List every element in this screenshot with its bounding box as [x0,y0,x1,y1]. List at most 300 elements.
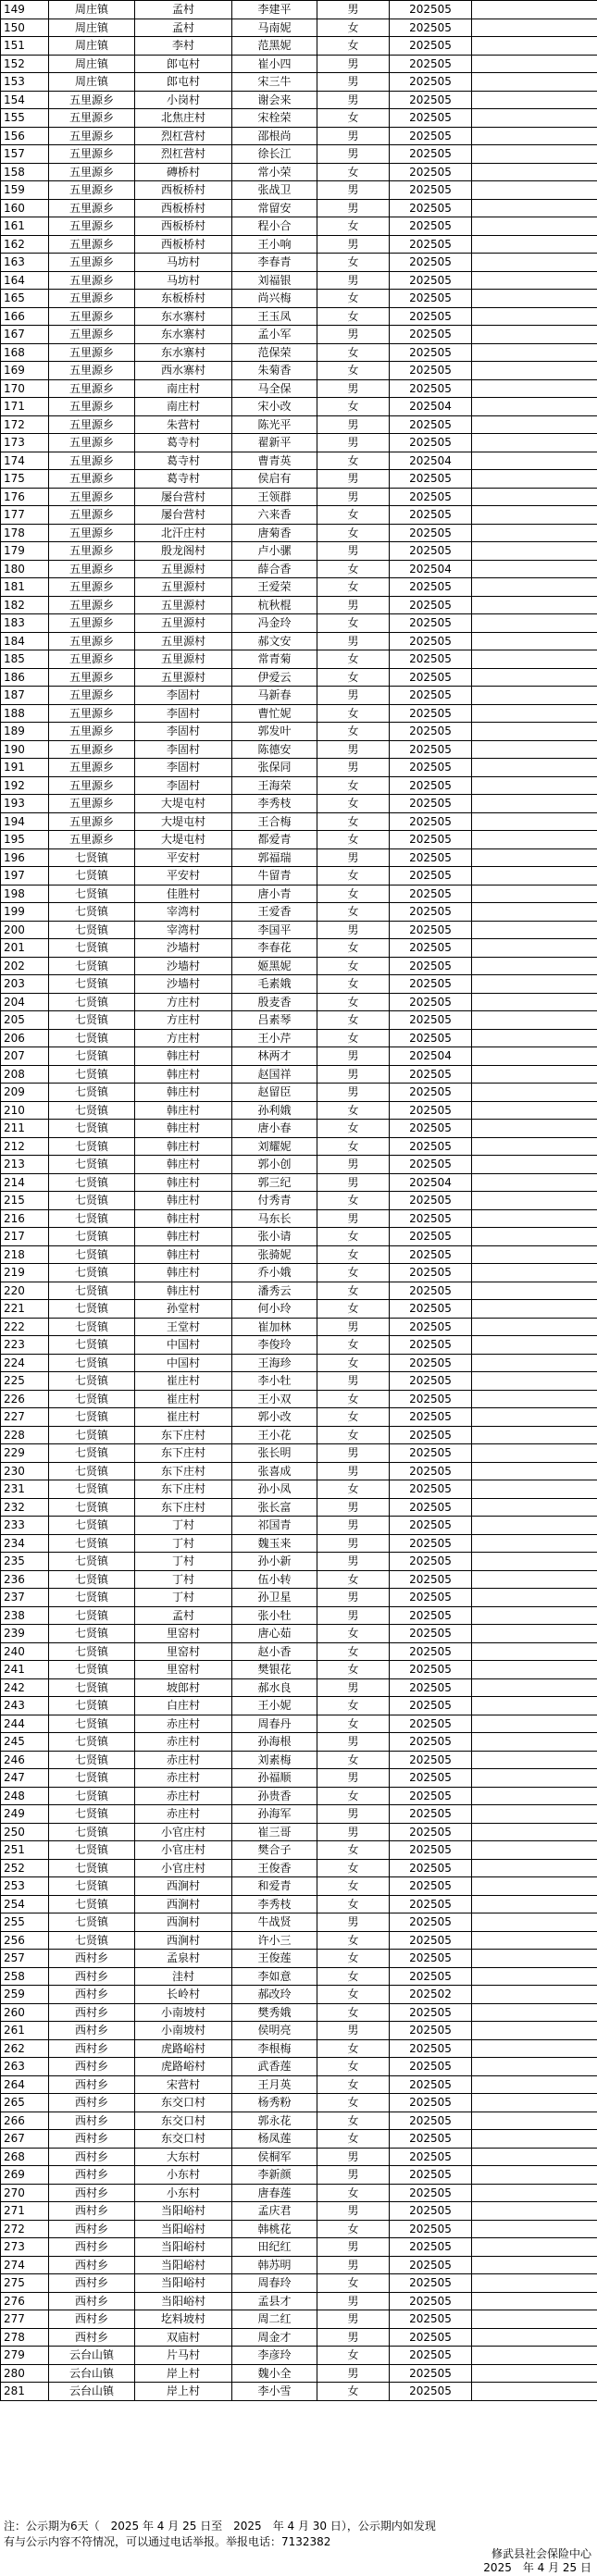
row-number: 252 [1,1859,49,1877]
row-number: 238 [1,1606,49,1625]
month-cell: 202505 [390,2383,472,2401]
table-row [1,1228,597,1246]
month-cell: 202505 [390,1192,472,1210]
roster-table-body [1,1,597,2401]
blank-cell [472,217,597,236]
blank-cell [472,1895,597,1913]
town-cell: 七贤镇 [49,1065,135,1084]
row-number: 157 [1,145,49,164]
town-cell: 五里源乡 [49,109,135,128]
town-cell: 周庄镇 [49,37,135,56]
table-row [1,560,597,578]
village-cell: 北焦庄村 [135,109,232,128]
town-cell: 七贤镇 [49,1011,135,1030]
table-row [1,1534,597,1553]
town-cell: 周庄镇 [49,19,135,37]
table-row [1,415,597,434]
month-cell: 202505 [390,1318,472,1336]
town-cell: 云台山镇 [49,2364,135,2383]
town-cell: 五里源乡 [49,470,135,489]
town-cell: 西村乡 [49,2022,135,2040]
row-number: 276 [1,2292,49,2310]
village-cell: 孟泉村 [135,1950,232,1968]
row-number: 176 [1,488,49,506]
row-number: 249 [1,1805,49,1824]
month-cell: 202504 [390,1047,472,1066]
table-row [1,596,597,614]
town-cell: 云台山镇 [49,2347,135,2365]
month-cell: 202505 [390,1625,472,1643]
row-number: 161 [1,217,49,236]
row-number: 237 [1,1589,49,1607]
table-row [1,1823,597,1841]
gender-cell: 女 [317,975,390,994]
name-cell: 姬黑妮 [232,957,317,975]
village-cell: 西水寨村 [135,362,232,380]
gender-cell: 女 [317,2094,390,2112]
row-number: 212 [1,1137,49,1156]
row-number: 162 [1,235,49,254]
table-row [1,921,597,939]
table-row [1,1733,597,1752]
blank-cell [472,1913,597,1932]
village-cell: 西涧村 [135,1931,232,1950]
name-cell: 王月英 [232,2075,317,2094]
town-cell: 五里源乡 [49,434,135,452]
month-cell: 202505 [390,1589,472,1607]
name-cell: 常青菊 [232,650,317,669]
table-row [1,1553,597,1571]
name-cell: 孙海根 [232,1733,317,1752]
blank-cell [472,1173,597,1192]
row-number: 279 [1,2347,49,2365]
table-row [1,1372,597,1391]
village-cell: 西板桥村 [135,235,232,254]
gender-cell: 女 [317,1101,390,1120]
town-cell: 云台山镇 [49,2383,135,2401]
blank-cell [472,668,597,687]
table-row [1,2238,597,2257]
town-cell: 七贤镇 [49,1101,135,1120]
row-number: 168 [1,343,49,362]
table-row [1,362,597,380]
blank-cell [472,957,597,975]
month-cell: 202505 [390,650,472,669]
village-cell: 丁村 [135,1517,232,1535]
table-row [1,326,597,344]
town-cell: 五里源乡 [49,235,135,254]
month-cell: 202505 [390,1913,472,1932]
row-number: 192 [1,776,49,795]
village-cell: 东交口村 [135,2094,232,2112]
row-number: 230 [1,1462,49,1480]
month-cell: 202505 [390,181,472,200]
name-cell: 张小请 [232,1228,317,1246]
village-cell: 双庙村 [135,2328,232,2347]
village-cell: 孟村 [135,1606,232,1625]
blank-cell [472,271,597,290]
blank-cell [472,614,597,633]
village-cell: 韩庄村 [135,1228,232,1246]
town-cell: 西村乡 [49,2256,135,2274]
blank-cell [472,759,597,777]
month-cell: 202505 [390,2003,472,2022]
row-number: 177 [1,506,49,525]
gender-cell: 女 [317,1282,390,1300]
name-cell: 郭三纪 [232,1173,317,1192]
blank-cell [472,1823,597,1841]
village-cell: 东交口村 [135,2112,232,2130]
month-cell: 202505 [390,848,472,867]
village-cell: 平安村 [135,867,232,886]
blank-cell [472,596,597,614]
blank-cell [472,55,597,73]
village-cell: 宰湾村 [135,903,232,922]
name-cell: 郭发叶 [232,723,317,741]
table-row [1,55,597,73]
gender-cell: 女 [317,1859,390,1877]
town-cell: 七贤镇 [49,957,135,975]
table-row [1,1084,597,1102]
month-cell: 202505 [390,723,472,741]
name-cell: 王小响 [232,235,317,254]
row-number: 156 [1,127,49,145]
table-row [1,2383,597,2401]
month-cell: 202505 [390,163,472,181]
blank-cell [472,740,597,759]
name-cell: 周春丹 [232,1715,317,1733]
name-cell: 祁国青 [232,1517,317,1535]
row-number: 241 [1,1661,49,1679]
blank-cell [472,2220,597,2238]
table-row [1,1913,597,1932]
table-row [1,1895,597,1913]
name-cell: 郝改玲 [232,1986,317,2004]
name-cell: 刘耀妮 [232,1137,317,1156]
month-cell: 202505 [390,1678,472,1697]
table-row [1,235,597,254]
town-cell: 五里源乡 [49,776,135,795]
gender-cell: 女 [317,1986,390,2004]
blank-cell [472,2310,597,2329]
gender-cell: 男 [317,2166,390,2185]
gender-cell: 女 [317,19,390,37]
month-cell: 202505 [390,921,472,939]
name-cell: 牛战贤 [232,1913,317,1932]
row-number: 185 [1,650,49,669]
gender-cell: 男 [317,596,390,614]
table-row [1,759,597,777]
blank-cell [472,1137,597,1156]
gender-cell: 男 [317,379,390,398]
town-cell: 七贤镇 [49,1390,135,1408]
town-cell: 七贤镇 [49,1120,135,1138]
blank-cell [472,1480,597,1499]
gender-cell: 男 [317,1209,390,1228]
table-row [1,1,597,19]
village-cell: 韩庄村 [135,1264,232,1282]
village-cell: 东下庄村 [135,1426,232,1444]
blank-cell [472,2184,597,2202]
name-cell: 李小雪 [232,2383,317,2401]
town-cell: 五里源乡 [49,723,135,741]
row-number: 214 [1,1173,49,1192]
town-cell: 西村乡 [49,2328,135,2347]
blank-cell [472,1642,597,1661]
table-row [1,524,597,542]
village-cell: 坡郎村 [135,1678,232,1697]
town-cell: 七贤镇 [49,1823,135,1841]
gender-cell: 男 [317,2328,390,2347]
month-cell: 202505 [390,1282,472,1300]
village-cell: 东交口村 [135,2130,232,2149]
name-cell: 付秀青 [232,1192,317,1210]
name-cell: 王俊莲 [232,1950,317,1968]
village-cell: 韩庄村 [135,1120,232,1138]
name-cell: 赵留臣 [232,1084,317,1102]
table-row [1,578,597,597]
gender-cell: 男 [317,1733,390,1752]
table-row [1,993,597,1011]
gender-cell: 女 [317,1967,390,1986]
blank-cell [472,1300,597,1319]
month-cell: 202505 [390,1029,472,1047]
month-cell: 202505 [390,1534,472,1553]
month-cell: 202505 [390,903,472,922]
name-cell: 孙卫星 [232,1589,317,1607]
row-number: 248 [1,1787,49,1805]
name-cell: 翟新平 [232,434,317,452]
blank-cell [472,109,597,128]
town-cell: 五里源乡 [49,740,135,759]
month-cell: 202505 [390,2094,472,2112]
name-cell: 程小合 [232,217,317,236]
month-cell: 202505 [390,2039,472,2058]
blank-cell [472,254,597,272]
table-row [1,812,597,831]
row-number: 207 [1,1047,49,1066]
gender-cell: 女 [317,903,390,922]
gender-cell: 男 [317,1534,390,1553]
town-cell: 七贤镇 [49,1553,135,1571]
row-number: 154 [1,91,49,109]
blank-cell [472,1841,597,1860]
table-row [1,2274,597,2293]
gender-cell: 女 [317,831,390,849]
town-cell: 七贤镇 [49,1426,135,1444]
row-number: 254 [1,1895,49,1913]
table-row [1,307,597,326]
village-cell: 韩庄村 [135,1192,232,1210]
blank-cell [472,1661,597,1679]
blank-cell [472,2328,597,2347]
month-cell: 202505 [390,1553,472,1571]
village-cell: 东水寨村 [135,326,232,344]
name-cell: 唐小春 [232,1120,317,1138]
name-cell: 谢会来 [232,91,317,109]
table-row [1,903,597,922]
table-row [1,452,597,470]
gender-cell: 男 [317,1823,390,1841]
name-cell: 唐菊香 [232,524,317,542]
gender-cell: 女 [317,1480,390,1499]
month-cell: 202505 [390,1967,472,1986]
town-cell: 七贤镇 [49,903,135,922]
month-cell: 202505 [390,812,472,831]
table-row [1,1678,597,1697]
table-row [1,2112,597,2130]
town-cell: 七贤镇 [49,1841,135,1860]
blank-cell [472,632,597,650]
gender-cell: 男 [317,921,390,939]
gender-cell: 女 [317,1715,390,1733]
row-number: 269 [1,2166,49,2185]
row-number: 169 [1,362,49,380]
month-cell: 202505 [390,542,472,561]
village-cell: 韩庄村 [135,1156,232,1174]
town-cell: 七贤镇 [49,1209,135,1228]
blank-cell [472,687,597,705]
gender-cell: 男 [317,1678,390,1697]
town-cell: 七贤镇 [49,1895,135,1913]
gender-cell: 男 [317,1047,390,1066]
blank-cell [472,1336,597,1355]
table-row [1,1282,597,1300]
gender-cell: 男 [317,2310,390,2329]
village-cell: 韩庄村 [135,1101,232,1120]
name-cell: 周金才 [232,2328,317,2347]
town-cell: 七贤镇 [49,885,135,903]
month-cell: 202505 [390,254,472,272]
table-row [1,1787,597,1805]
name-cell: 陈德安 [232,740,317,759]
town-cell: 五里源乡 [49,812,135,831]
gender-cell: 女 [317,957,390,975]
village-cell: 北汗庄村 [135,524,232,542]
row-number: 159 [1,181,49,200]
name-cell: 王玉凤 [232,307,317,326]
town-cell: 七贤镇 [49,1480,135,1499]
village-cell: 里窑村 [135,1661,232,1679]
village-cell: 大堤屯村 [135,812,232,831]
blank-cell [472,1462,597,1480]
row-number: 164 [1,271,49,290]
village-cell: 屡台营村 [135,506,232,525]
village-cell: 丁村 [135,1534,232,1553]
month-cell: 202505 [390,1805,472,1824]
table-row [1,2292,597,2310]
gender-cell: 女 [317,2112,390,2130]
blank-cell [472,506,597,525]
table-row [1,2075,597,2094]
month-cell: 202505 [390,2310,472,2329]
town-cell: 周庄镇 [49,55,135,73]
name-cell: 唐春莲 [232,2184,317,2202]
town-cell: 五里源乡 [49,524,135,542]
gender-cell: 女 [317,37,390,56]
notice-line-1: 注：公示期为6天（ 2025 年 4 月 25 日至 2025 年 4 月 30 日），公示期内如发现 [4,2520,436,2533]
name-cell: 侯桐军 [232,2148,317,2166]
name-cell: 郭小创 [232,1156,317,1174]
month-cell: 202505 [390,1697,472,1715]
name-cell: 郭永花 [232,2112,317,2130]
blank-cell [472,415,597,434]
month-cell: 202505 [390,993,472,1011]
table-row [1,1589,597,1607]
village-cell: 马坊村 [135,254,232,272]
month-cell: 202505 [390,1300,472,1319]
name-cell: 唐心茹 [232,1625,317,1643]
blank-cell [472,1390,597,1408]
gender-cell: 男 [317,2256,390,2274]
blank-cell [472,1534,597,1553]
name-cell: 武香莲 [232,2058,317,2076]
gender-cell: 女 [317,939,390,958]
village-cell: 赤庄村 [135,1751,232,1769]
month-cell: 202505 [390,1733,472,1752]
name-cell: 范保荣 [232,343,317,362]
month-cell: 202505 [390,1498,472,1517]
month-cell: 202504 [390,398,472,416]
month-cell: 202505 [390,1426,472,1444]
gender-cell: 女 [317,217,390,236]
name-cell: 韩桃花 [232,2220,317,2238]
town-cell: 七贤镇 [49,1173,135,1192]
name-cell: 唐小青 [232,885,317,903]
blank-cell [472,290,597,308]
town-cell: 五里源乡 [49,326,135,344]
table-row [1,1209,597,1228]
name-cell: 王俊香 [232,1859,317,1877]
row-number: 260 [1,2003,49,2022]
row-number: 199 [1,903,49,922]
row-number: 221 [1,1300,49,1319]
month-cell: 202505 [390,73,472,92]
gender-cell: 女 [317,1895,390,1913]
town-cell: 七贤镇 [49,1228,135,1246]
name-cell: 徐长江 [232,145,317,164]
gender-cell: 男 [317,1462,390,1480]
blank-cell [472,2022,597,2040]
blank-cell [472,542,597,561]
month-cell: 202505 [390,831,472,849]
table-row [1,1606,597,1625]
row-number: 277 [1,2310,49,2329]
village-cell: 五里源村 [135,560,232,578]
gender-cell: 女 [317,1336,390,1355]
table-row [1,1137,597,1156]
blank-cell [472,2256,597,2274]
blank-cell [472,795,597,813]
gender-cell: 女 [317,1950,390,1968]
town-cell: 五里源乡 [49,759,135,777]
row-number: 206 [1,1029,49,1047]
row-number: 183 [1,614,49,633]
town-cell: 西村乡 [49,2274,135,2293]
blank-cell [472,939,597,958]
name-cell: 崔小四 [232,55,317,73]
row-number: 167 [1,326,49,344]
table-row [1,2094,597,2112]
blank-cell [472,73,597,92]
row-number: 163 [1,254,49,272]
village-cell: 东下庄村 [135,1498,232,1517]
village-cell: 小东村 [135,2166,232,2185]
town-cell: 西村乡 [49,2220,135,2238]
month-cell: 202505 [390,1950,472,1968]
blank-cell [472,1101,597,1120]
table-row [1,2148,597,2166]
